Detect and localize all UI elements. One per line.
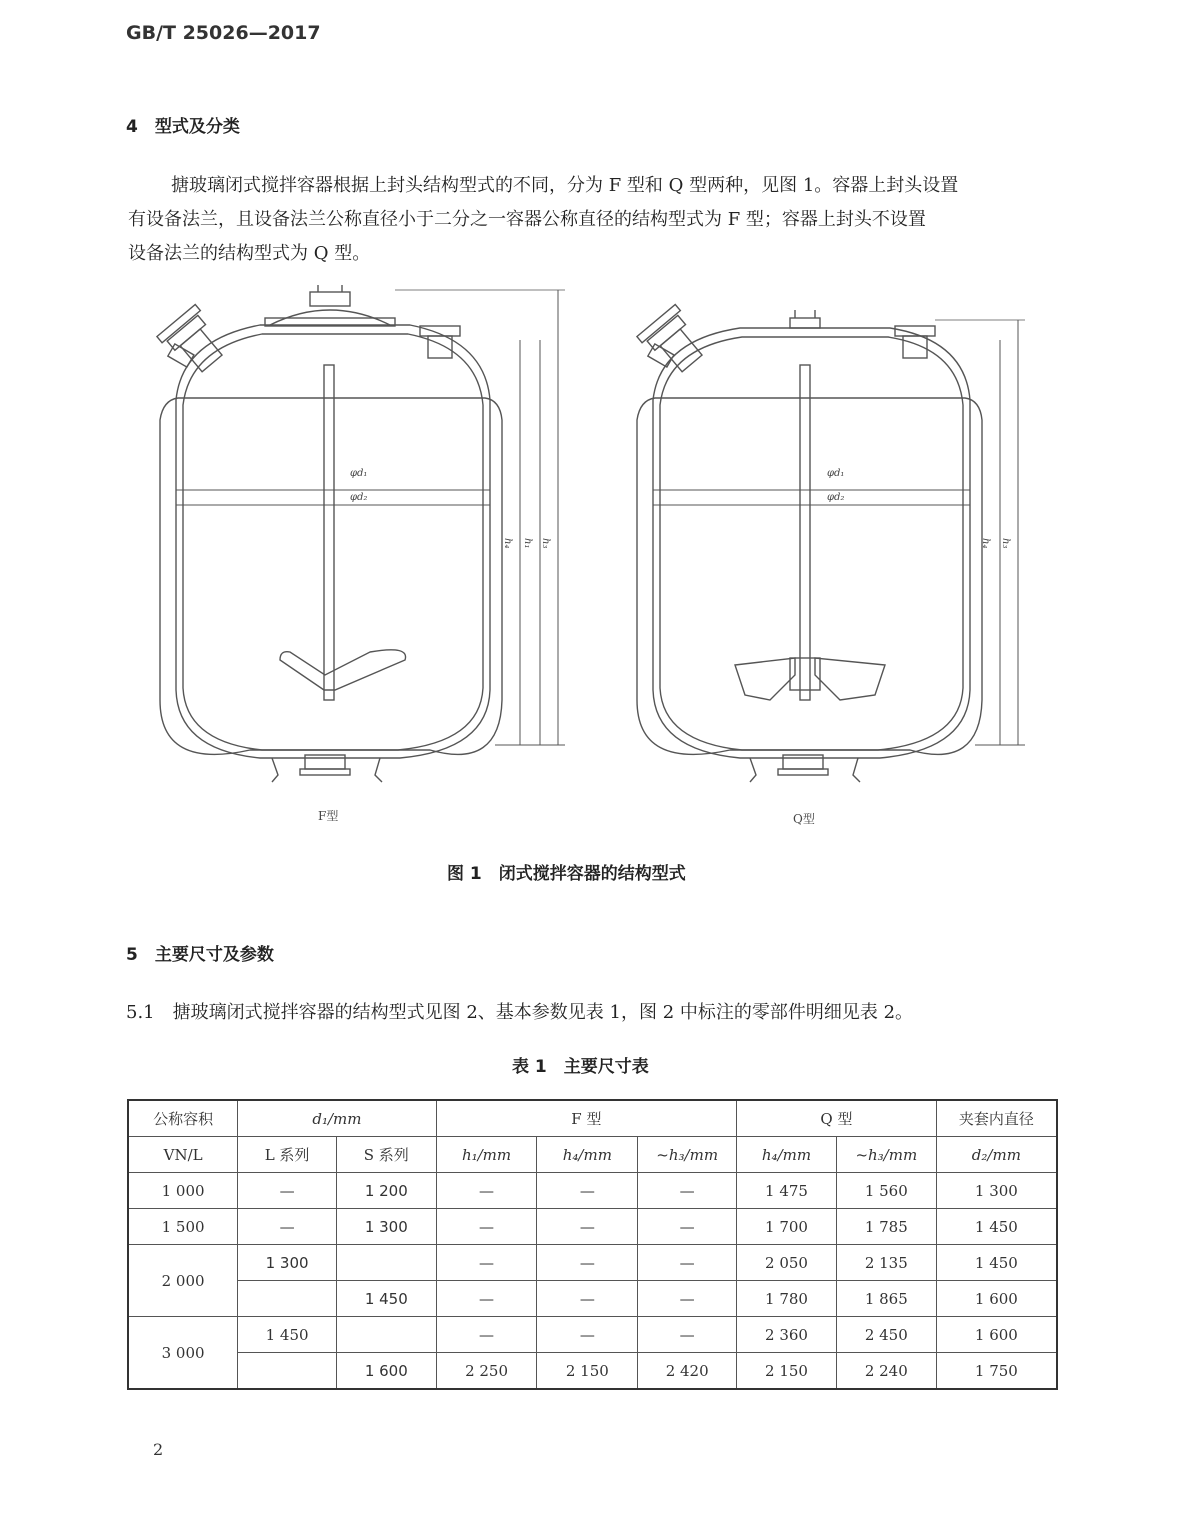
cell-qh4: 1 475: [737, 1173, 837, 1209]
cell-fh3: —: [638, 1173, 737, 1209]
cell-d2: 1 600: [936, 1317, 1057, 1353]
cell-l: —: [238, 1173, 337, 1209]
cell-l: [238, 1353, 337, 1390]
cell-s: 1 300: [336, 1209, 436, 1245]
cell-fh4: —: [537, 1245, 638, 1281]
table-header-row-1: [128, 1100, 1057, 1137]
f-h3-label: h₃: [540, 538, 551, 549]
header-jacket: 夹套内直径: [936, 1100, 1057, 1137]
cell-qh3: 1 785: [836, 1209, 936, 1245]
cell-fh1: —: [436, 1317, 537, 1353]
header-l-series: L 系列: [238, 1137, 337, 1173]
cell-vn: 3 000: [128, 1317, 238, 1390]
cell-fh1: —: [436, 1173, 537, 1209]
f-type-label: F型: [318, 809, 339, 823]
cell-fh3: —: [638, 1317, 737, 1353]
cell-l: 1 300: [238, 1245, 337, 1281]
figure-1-drawing: [0, 280, 1200, 840]
cell-d2: 1 450: [936, 1209, 1057, 1245]
section-4-line-2: 有设备法兰，且设备法兰公称直径小于二分之一容器公称直径的结构型式为 F 型；容器上封头不设置: [128, 209, 926, 230]
q-type-vessel: [637, 304, 1025, 782]
table-row: [128, 1353, 1057, 1390]
section-5-1-para: 5.1 搪玻璃闭式搅拌容器的结构型式见图 2、基本参数见表 1，图 2 中标注的零部件明细见表 2。: [126, 1002, 914, 1023]
f-type-vessel: [157, 285, 565, 782]
cell-qh3: 1 560: [836, 1173, 936, 1209]
cell-qh3: 2 450: [836, 1317, 936, 1353]
cell-fh1: —: [436, 1209, 537, 1245]
header-capacity: 公称容积: [128, 1100, 238, 1137]
cell-qh3: 2 135: [836, 1245, 936, 1281]
section-4-line-3: 设备法兰的结构型式为 Q 型。: [128, 243, 371, 264]
cell-d2: 1 450: [936, 1245, 1057, 1281]
cell-vn: 1 000: [128, 1173, 238, 1209]
q-h3-label: h₃: [1000, 538, 1011, 549]
cell-fh4: —: [537, 1317, 638, 1353]
f-d2-label: φd₂: [350, 492, 368, 503]
cell-fh3: —: [638, 1281, 737, 1317]
cell-fh3: 2 420: [638, 1353, 737, 1390]
cell-s: 1 450: [336, 1281, 436, 1317]
header-f-type: F 型: [436, 1100, 736, 1137]
q-type-label: Q型: [793, 812, 815, 826]
cell-fh4: 2 150: [537, 1353, 638, 1390]
section-4-line-1: 搪玻璃闭式搅拌容器根据上封头结构型式的不同，分为 F 型和 Q 型两种，见图 1。容器上封头设置: [171, 175, 959, 196]
page-number: 2: [153, 1440, 164, 1459]
cell-qh4: 2 150: [737, 1353, 837, 1390]
table-1-caption: 表 1 主要尺寸表: [512, 1057, 649, 1077]
header-f-h4: h₄/mm: [537, 1137, 638, 1173]
cell-qh3: 1 865: [836, 1281, 936, 1317]
cell-fh4: —: [537, 1173, 638, 1209]
cell-vn: 1 500: [128, 1209, 238, 1245]
header-d2: d₂/mm: [936, 1137, 1057, 1173]
table-row: [128, 1317, 1057, 1353]
cell-d2: 1 750: [936, 1353, 1057, 1390]
cell-d2: 1 600: [936, 1281, 1057, 1317]
cell-qh3: 2 240: [836, 1353, 936, 1390]
header-q-type: Q 型: [737, 1100, 937, 1137]
cell-qh4: 1 700: [737, 1209, 837, 1245]
q-h4-label: h₄: [980, 538, 991, 549]
header-f-h1: h₁/mm: [436, 1137, 537, 1173]
cell-fh1: —: [436, 1245, 537, 1281]
cell-qh4: 2 360: [737, 1317, 837, 1353]
cell-fh3: —: [638, 1209, 737, 1245]
cell-qh4: 2 050: [737, 1245, 837, 1281]
header-d1: d₁/mm: [238, 1100, 436, 1137]
section-4-title: 4 型式及分类: [126, 117, 240, 137]
cell-s: 1 200: [336, 1173, 436, 1209]
f-h4-label: h₄: [502, 538, 513, 549]
cell-fh1: —: [436, 1281, 537, 1317]
cell-fh1: 2 250: [436, 1353, 537, 1390]
cell-fh3: —: [638, 1245, 737, 1281]
standard-code: GB/T 25026—2017: [126, 22, 321, 44]
f-d1-label: φd₁: [350, 468, 368, 479]
cell-fh4: —: [537, 1281, 638, 1317]
header-q-h3: ~h₃/mm: [836, 1137, 936, 1173]
table-1: [127, 1099, 1058, 1390]
cell-l: 1 450: [238, 1317, 337, 1353]
figure-1-caption: 图 1 闭式搅拌容器的结构型式: [447, 864, 686, 884]
cell-d2: 1 300: [936, 1173, 1057, 1209]
table-header-row-2: [128, 1137, 1057, 1173]
cell-s: 1 600: [336, 1353, 436, 1390]
table-row: [128, 1245, 1057, 1281]
table-row: [128, 1281, 1057, 1317]
cell-s: [336, 1245, 436, 1281]
header-f-h3: ~h₃/mm: [638, 1137, 737, 1173]
q-d2-label: φd₂: [827, 492, 845, 503]
header-s-series: S 系列: [336, 1137, 436, 1173]
q-d1-label: φd₁: [827, 468, 845, 479]
cell-l: [238, 1281, 337, 1317]
cell-s: [336, 1317, 436, 1353]
cell-fh4: —: [537, 1209, 638, 1245]
section-5-title: 5 主要尺寸及参数: [126, 945, 274, 965]
cell-qh4: 1 780: [737, 1281, 837, 1317]
cell-vn: 2 000: [128, 1245, 238, 1317]
header-vn: VN/L: [128, 1137, 238, 1173]
table-row: [128, 1173, 1057, 1209]
f-h1-label: h₁: [522, 538, 533, 549]
table-row: [128, 1209, 1057, 1245]
header-q-h4: h₄/mm: [737, 1137, 837, 1173]
cell-l: —: [238, 1209, 337, 1245]
